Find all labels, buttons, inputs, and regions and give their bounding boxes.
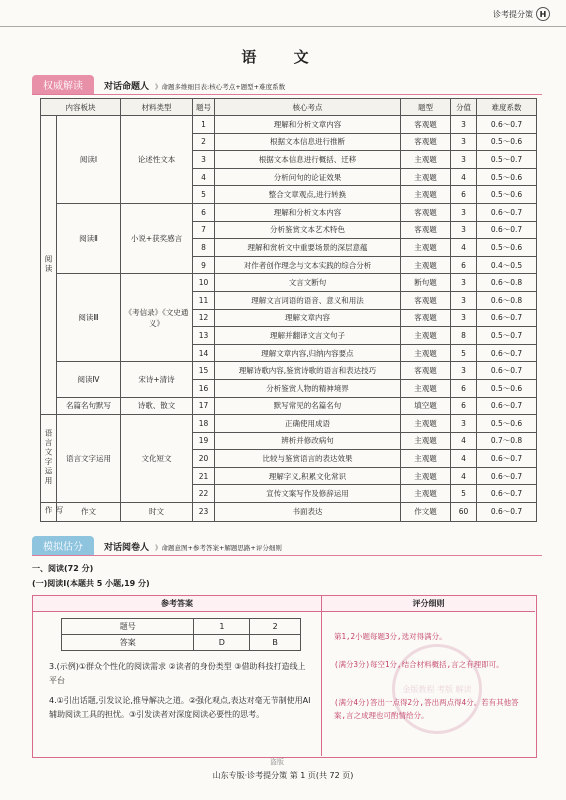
table-cell: 文言文断句 xyxy=(215,274,401,292)
table-cell: 断句题 xyxy=(401,274,451,292)
subsection-cell: 作文 xyxy=(57,503,121,522)
table-cell: 比较与鉴赏语言的表达效果 xyxy=(215,450,401,468)
table-cell: 默写常见的名篇名句 xyxy=(215,397,401,415)
section-note: 》命题多维细目表:核心考点+题型+难度系数 xyxy=(155,83,286,91)
answer-cell: D xyxy=(194,635,250,651)
table-cell: 0.6～0.8 xyxy=(477,274,537,292)
scoring-panel xyxy=(322,596,535,756)
scoring-item-1: 第1,2小题每题3分,选对得满分。 xyxy=(334,632,447,641)
table-cell: 5 xyxy=(451,485,477,503)
section-bar-estimate xyxy=(32,536,542,556)
table-cell: 15 xyxy=(193,362,215,380)
scoring-item-2: (满分3分)每空1分,结合材料概括,言之有理即可。 xyxy=(334,660,504,669)
table-cell: 0.6～0.8 xyxy=(477,291,537,309)
table-cell: 主观题 xyxy=(401,239,451,257)
reading-subheading: (一)阅读Ⅰ(本题共 5 小题,19 分) xyxy=(32,579,150,588)
table-cell: 客观题 xyxy=(401,309,451,327)
top-rule xyxy=(0,26,566,27)
table-cell: 理解文章内容 xyxy=(215,309,401,327)
reading-heading: 一、阅读(72 分) xyxy=(32,564,94,573)
table-cell: 6 xyxy=(451,397,477,415)
table-cell: 分析鉴赏文本艺术特色 xyxy=(215,221,401,239)
table-cell: 理解和分析文章内容 xyxy=(215,116,401,134)
table-cell: 0.5～0.7 xyxy=(477,151,537,169)
table-cell: 18 xyxy=(193,415,215,433)
table-cell: 4 xyxy=(451,467,477,485)
answer-item-4: 4.①引出话题,引发议论,推导解决之道。②强化观点,表达对毫无节制使用AI辅助阅读工具的担忧。③引发读者对深度阅读必要性的思考。 xyxy=(49,696,311,719)
table-cell: 0.6～0.7 xyxy=(477,362,537,380)
table-cell: 0.5～0.6 xyxy=(477,186,537,204)
table-cell: 23 xyxy=(193,503,215,522)
table-cell: 3 xyxy=(451,415,477,433)
material-cell: 论述性文本 xyxy=(121,116,193,204)
table-cell: 0.6～0.7 xyxy=(477,221,537,239)
section-label: 语言文字运用 xyxy=(44,429,53,487)
table-cell: 3 xyxy=(451,203,477,221)
answer-table xyxy=(61,618,301,651)
table-cell: 理解字义,积累文化常识 xyxy=(215,467,401,485)
table-cell: 0.5～0.6 xyxy=(477,239,537,257)
table-cell: 正确使用成语 xyxy=(215,415,401,433)
section-sub: 对话阅卷人 xyxy=(104,543,150,553)
table-cell: 3 xyxy=(451,274,477,292)
table-cell: 7 xyxy=(193,221,215,239)
material-cell: 时文 xyxy=(121,503,193,522)
table-cell: 0.6～0.7 xyxy=(477,116,537,134)
brand-logo-icon: H xyxy=(536,7,550,21)
table-cell: 客观题 xyxy=(401,221,451,239)
table-header-cell: 题型 xyxy=(401,99,451,116)
table-cell: 理解文章内容,归纳内容要点 xyxy=(215,344,401,362)
table-cell: 客观题 xyxy=(401,203,451,221)
table-header-cell: 内容板块 xyxy=(41,99,121,116)
table-cell: 主观题 xyxy=(401,432,451,450)
table-cell: 12 xyxy=(193,309,215,327)
table-cell: 对作者创作理念与文本实践的综合分析 xyxy=(215,256,401,274)
table-cell: 5 xyxy=(451,344,477,362)
table-cell: 0.5～0.6 xyxy=(477,133,537,151)
table-cell: 5 xyxy=(193,186,215,204)
answer-box xyxy=(32,595,537,758)
material-cell: 宋诗+清诗 xyxy=(121,362,193,397)
material-cell: 诗歌、散文 xyxy=(121,397,193,415)
table-header-cell: 材料类型 xyxy=(121,99,193,116)
table-cell: 21 xyxy=(193,467,215,485)
section-bar-authority xyxy=(32,75,542,95)
table-cell: 3 xyxy=(451,309,477,327)
table-cell: 3 xyxy=(451,221,477,239)
table-cell: 11 xyxy=(193,291,215,309)
table-header-cell: 分值 xyxy=(451,99,477,116)
answer-cell: 答案 xyxy=(62,635,194,651)
table-cell: 分析问句的论证效果 xyxy=(215,168,401,186)
section-label: 写作 xyxy=(44,506,64,516)
footer-stamp: 盗版 xyxy=(270,758,284,766)
subsection-cell: 阅读Ⅰ xyxy=(57,116,121,204)
table-cell: 0.5～0.6 xyxy=(477,168,537,186)
table-row xyxy=(41,415,537,433)
table-cell: 0.5～0.7 xyxy=(477,327,537,345)
section-note: 》命题意图+参考答案+解题思路+评分细则 xyxy=(155,544,282,552)
table-cell: 理解文言词语的语音、意义和用法 xyxy=(215,291,401,309)
answer-cell: B xyxy=(250,635,301,651)
table-cell: 6 xyxy=(451,379,477,397)
subsection-cell: 语言文字运用 xyxy=(57,415,121,503)
table-cell: 4 xyxy=(451,239,477,257)
table-cell: 主观题 xyxy=(401,450,451,468)
table-cell: 6 xyxy=(193,203,215,221)
table-cell: 分析鉴赏人物的精神境界 xyxy=(215,379,401,397)
table-cell: 主观题 xyxy=(401,467,451,485)
table-cell: 客观题 xyxy=(401,116,451,134)
section-sub: 对话命题人 xyxy=(104,82,150,92)
table-cell: 0.5～0.6 xyxy=(477,415,537,433)
table-cell: 4 xyxy=(451,168,477,186)
answer-cell: 1 xyxy=(194,619,250,635)
subsection-cell: 阅读Ⅳ xyxy=(57,362,121,397)
section-cell xyxy=(41,116,57,415)
table-cell: 0.6～0.7 xyxy=(477,344,537,362)
table-cell: 理解诗歌内容,鉴赏诗歌的语言和表达技巧 xyxy=(215,362,401,380)
table-cell: 9 xyxy=(193,256,215,274)
section-tag: 模拟估分 xyxy=(32,536,94,555)
table-cell: 3 xyxy=(451,362,477,380)
table-cell: 0.6～0.7 xyxy=(477,450,537,468)
material-cell: 小说+获奖感言 xyxy=(121,203,193,273)
subsection-cell: 名篇名句默写 xyxy=(57,397,121,415)
table-cell: 理解和赏析文中重要场景的深层意蕴 xyxy=(215,239,401,257)
subsection-cell: 阅读Ⅱ xyxy=(57,203,121,273)
table-cell: 填空题 xyxy=(401,397,451,415)
table-cell: 主观题 xyxy=(401,186,451,204)
brand-name: 诊考提分策 xyxy=(493,9,533,19)
table-row xyxy=(41,274,537,292)
answer-cell: 题号 xyxy=(62,619,194,635)
table-cell: 2 xyxy=(193,133,215,151)
table-cell: 主观题 xyxy=(401,379,451,397)
reference-answer-head: 参考答案 xyxy=(33,596,321,612)
table-cell: 书面表达 xyxy=(215,503,401,522)
table-cell: 10 xyxy=(193,274,215,292)
table-cell: 0.6～0.7 xyxy=(477,203,537,221)
table-cell: 4 xyxy=(193,168,215,186)
table-cell: 16 xyxy=(193,379,215,397)
table-cell: 4 xyxy=(451,450,477,468)
table-cell: 宣传文案写作及修辞运用 xyxy=(215,485,401,503)
table-cell: 8 xyxy=(193,239,215,257)
material-cell: 文化短文 xyxy=(121,415,193,503)
scoring-item-3: (满分4分)答出一点得2分,答出两点得4分。若有其他答案,言之成理也可酌情给分。 xyxy=(334,698,519,720)
table-row xyxy=(41,503,537,522)
table-cell: 4 xyxy=(451,432,477,450)
answer-item-3: 3.(示例)①群众个性化的阅读需求 ②读者的身份类型 ③借助科技打造线上平台 xyxy=(49,662,306,685)
table-cell: 0.6～0.7 xyxy=(477,309,537,327)
table-cell: 3 xyxy=(451,116,477,134)
table-cell: 主观题 xyxy=(401,256,451,274)
material-cell: 《考信录》《文史通义》 xyxy=(121,274,193,362)
section-cell xyxy=(41,415,57,503)
section-label: 阅读 xyxy=(44,254,53,274)
table-cell: 客观题 xyxy=(401,291,451,309)
table-cell: 整合文章观点,进行转换 xyxy=(215,186,401,204)
table-cell: 13 xyxy=(193,327,215,345)
table-header-cell: 题号 xyxy=(193,99,215,116)
table-cell: 0.6～0.7 xyxy=(477,503,537,522)
table-cell: 14 xyxy=(193,344,215,362)
table-row xyxy=(41,203,537,221)
reference-answer-panel xyxy=(33,596,322,756)
table-cell: 主观题 xyxy=(401,168,451,186)
table-cell: 22 xyxy=(193,485,215,503)
table-cell: 作文题 xyxy=(401,503,451,522)
table-cell: 0.4～0.5 xyxy=(477,256,537,274)
subsection-cell: 阅读Ⅲ xyxy=(57,274,121,362)
table-header-cell: 难度系数 xyxy=(477,99,537,116)
table-cell: 主观题 xyxy=(401,344,451,362)
table-cell: 0.7～0.8 xyxy=(477,432,537,450)
table-cell: 3 xyxy=(451,151,477,169)
brand xyxy=(493,7,550,21)
table-cell: 客观题 xyxy=(401,133,451,151)
table-cell: 6 xyxy=(451,256,477,274)
table-cell: 主观题 xyxy=(401,151,451,169)
table-cell: 3 xyxy=(193,151,215,169)
table-cell: 8 xyxy=(451,327,477,345)
table-cell: 1 xyxy=(193,116,215,134)
watermark-stamp: 金版教程 考版 解读 xyxy=(392,644,482,734)
table-cell: 根据文本信息进行概括、迁移 xyxy=(215,151,401,169)
spec-table xyxy=(40,98,537,522)
table-cell: 3 xyxy=(451,291,477,309)
scoring-head: 评分细则 xyxy=(322,596,535,612)
answer-cell: 2 xyxy=(250,619,301,635)
table-cell: 理解和分析文本内容 xyxy=(215,203,401,221)
table-cell: 0.6～0.7 xyxy=(477,397,537,415)
table-cell: 主观题 xyxy=(401,327,451,345)
table-cell: 0.5～0.6 xyxy=(477,379,537,397)
table-cell: 客观题 xyxy=(401,362,451,380)
table-cell: 19 xyxy=(193,432,215,450)
table-cell: 理解并翻译文言文句子 xyxy=(215,327,401,345)
table-cell: 根据文本信息进行推断 xyxy=(215,133,401,151)
section-tag: 权威解读 xyxy=(32,75,94,94)
table-cell: 0.6～0.7 xyxy=(477,467,537,485)
table-cell: 0.6～0.7 xyxy=(477,485,537,503)
table-row xyxy=(41,362,537,380)
table-cell: 17 xyxy=(193,397,215,415)
table-header-cell: 核心考点 xyxy=(215,99,401,116)
table-row xyxy=(41,397,537,415)
section-cell xyxy=(41,503,64,522)
page-footer: 山东专版·诊考提分策 第 1 页(共 72 页) xyxy=(212,771,354,780)
table-cell: 辨析并修改病句 xyxy=(215,432,401,450)
table-cell: 主观题 xyxy=(401,485,451,503)
page-title: 语 文 xyxy=(241,48,325,66)
table-row xyxy=(41,116,537,134)
table-cell: 20 xyxy=(193,450,215,468)
table-cell: 6 xyxy=(451,186,477,204)
table-cell: 主观题 xyxy=(401,415,451,433)
table-cell: 60 xyxy=(451,503,477,522)
table-cell: 3 xyxy=(451,133,477,151)
